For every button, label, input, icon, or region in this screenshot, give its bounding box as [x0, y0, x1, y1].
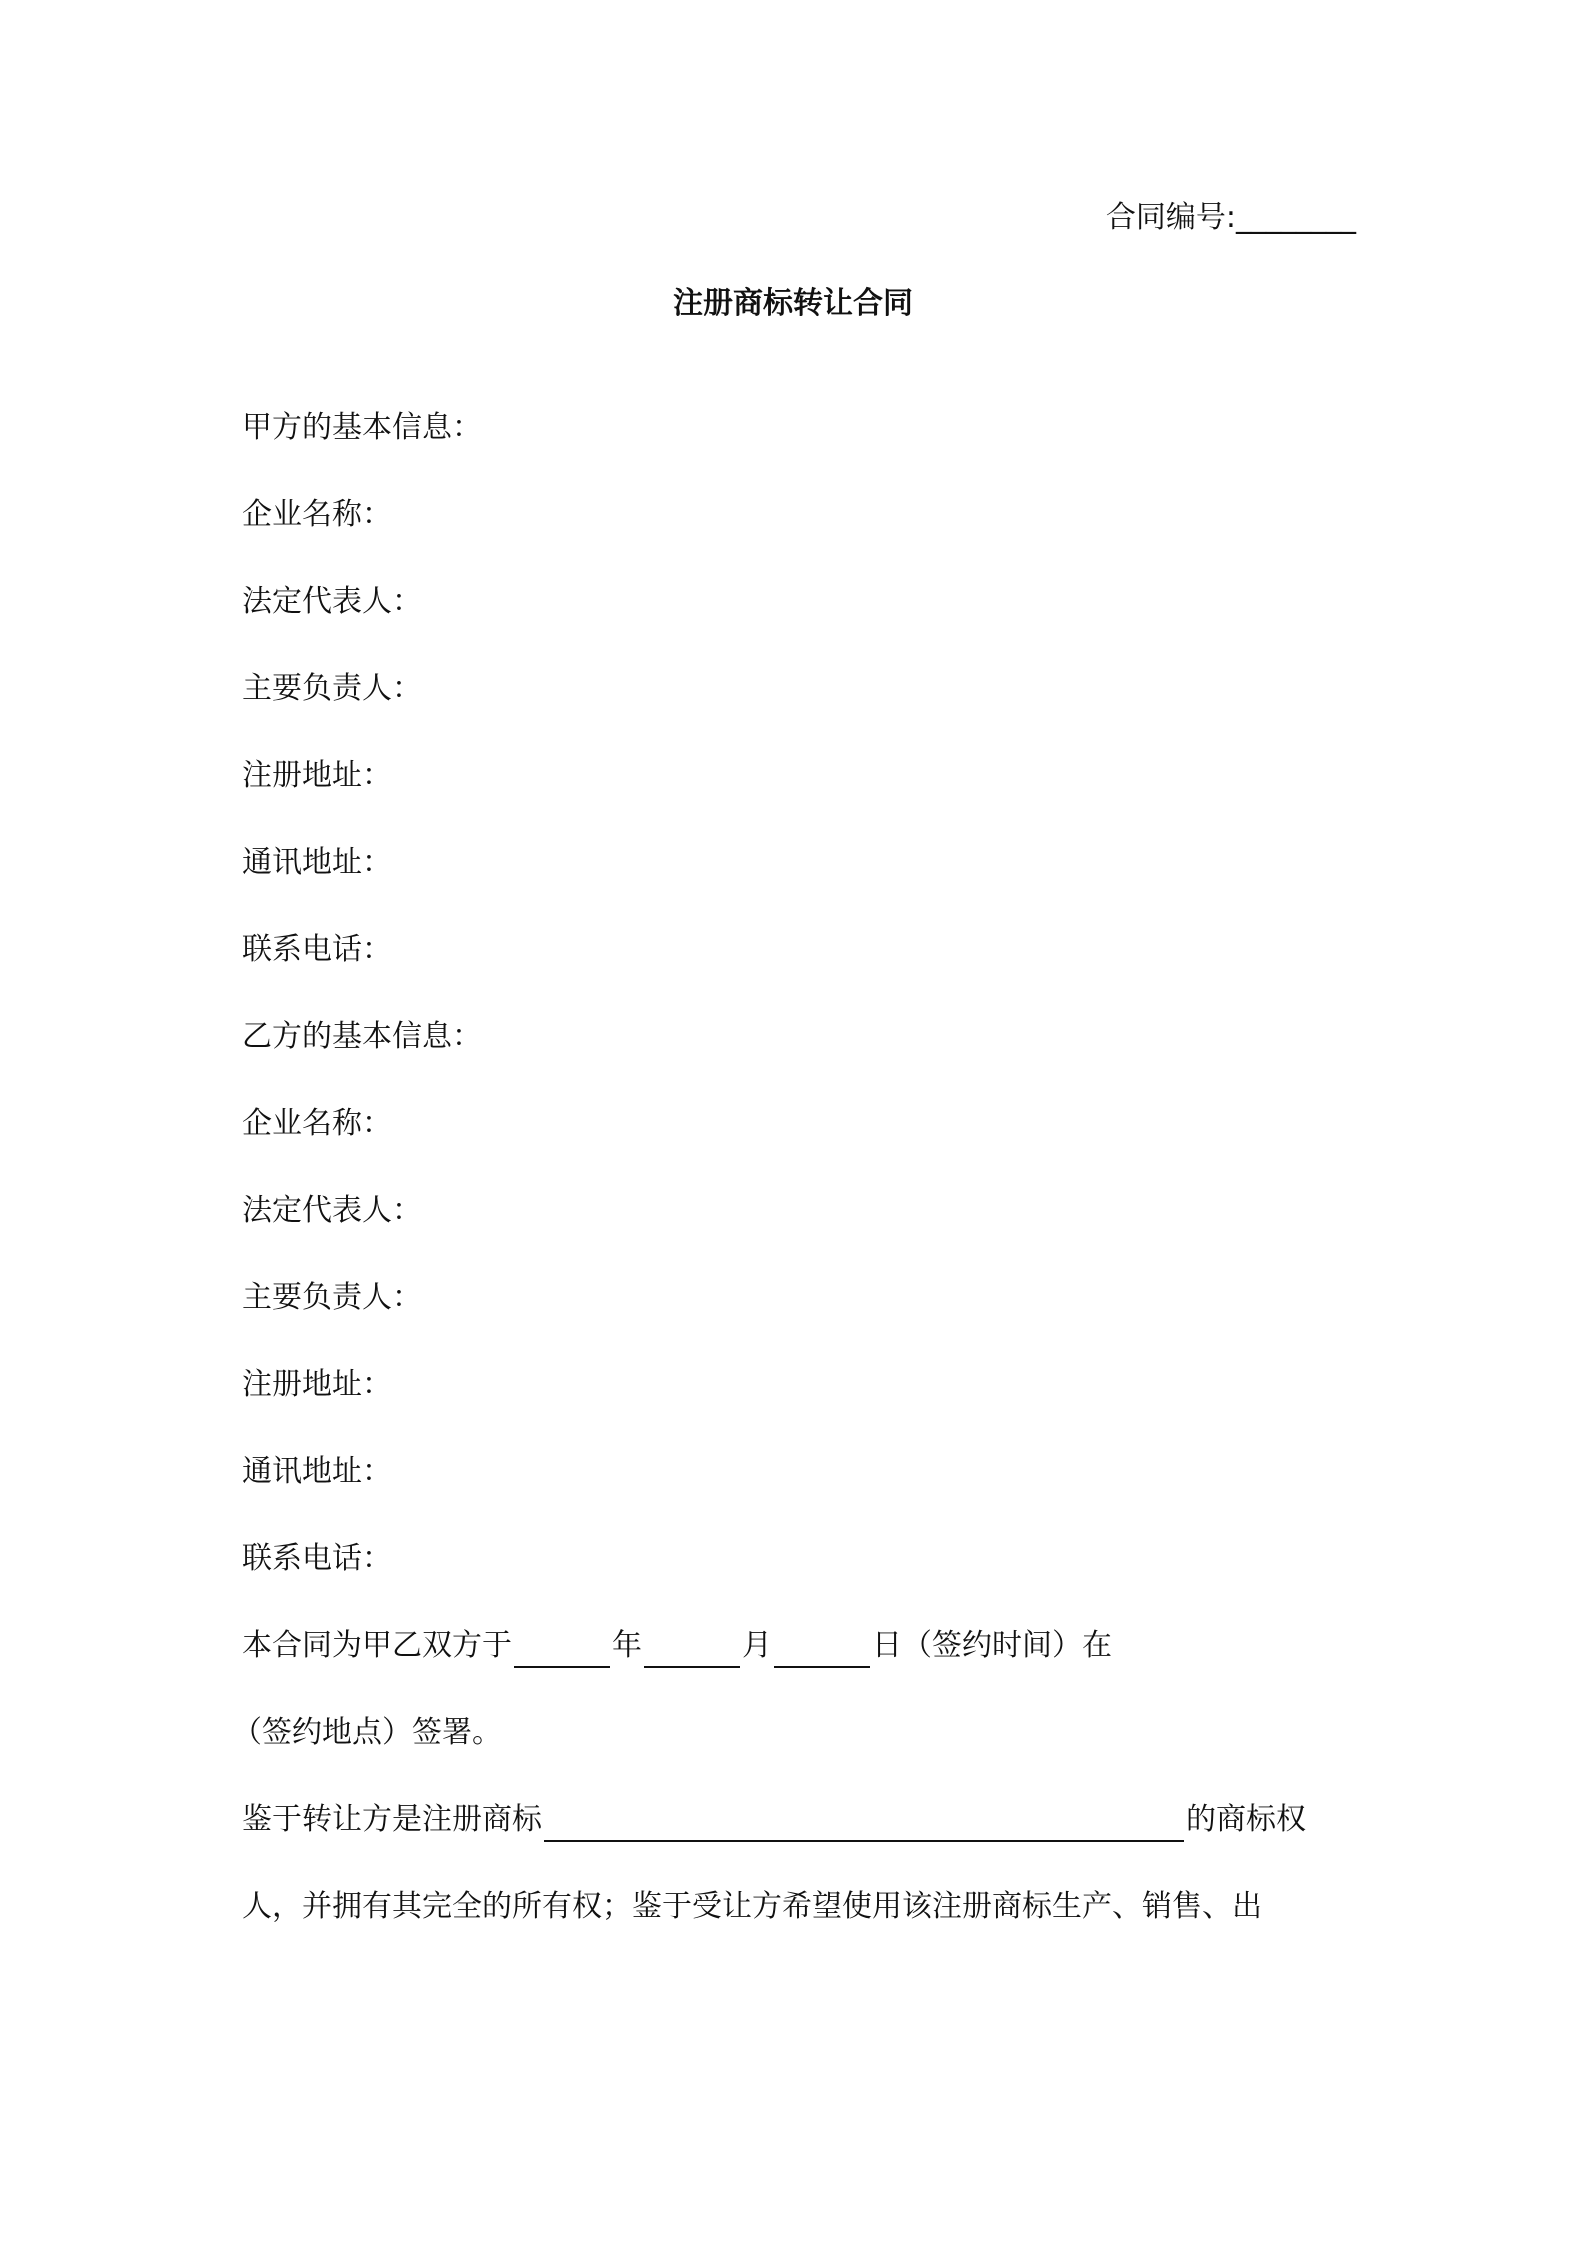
party-a-reg-address-label: 注册地址： [242, 758, 392, 793]
party-a-company-label: 企业名称： [242, 497, 392, 532]
month-label: 月 [742, 1628, 772, 1663]
party-b-heading: 乙方的基本信息： [242, 1019, 482, 1054]
document-title: 注册商标转让合同 [673, 286, 913, 321]
recital-suffix: 的商标权 [1186, 1802, 1306, 1837]
party-b-mail-address-label: 通讯地址： [242, 1454, 392, 1489]
recital-line-2: 人，并拥有其完全的所有权；鉴于受让方希望使用该注册商标生产、销售、出 [242, 1889, 1262, 1924]
party-b-phone-label: 联系电话： [242, 1541, 392, 1576]
year-blank[interactable] [514, 1632, 610, 1668]
signing-suffix: （签约时间）在 [902, 1628, 1112, 1663]
trademark-blank[interactable] [544, 1806, 1184, 1842]
recital-prefix: 鉴于转让方是注册商标 [242, 1802, 542, 1837]
contract-number: 合同编号:________ [1105, 200, 1356, 235]
day-label: 日 [872, 1628, 902, 1663]
party-a-heading: 甲方的基本信息： [242, 410, 482, 445]
party-b-principal-label: 主要负责人： [242, 1280, 422, 1315]
signing-place-line: （签约地点）签署。 [232, 1715, 502, 1750]
party-a-mail-address-label: 通讯地址： [242, 845, 392, 880]
party-b-legal-rep-label: 法定代表人： [242, 1193, 422, 1228]
party-a-phone-label: 联系电话： [242, 932, 392, 967]
party-a-legal-rep-label: 法定代表人： [242, 584, 422, 619]
party-a-principal-label: 主要负责人： [242, 671, 422, 706]
signing-prefix: 本合同为甲乙双方于 [242, 1628, 512, 1663]
signing-date-line [242, 1624, 1112, 1668]
year-label: 年 [612, 1628, 642, 1663]
day-blank[interactable] [774, 1632, 870, 1668]
recital-line-1 [242, 1798, 1306, 1842]
party-b-reg-address-label: 注册地址： [242, 1367, 392, 1402]
month-blank[interactable] [644, 1632, 740, 1668]
party-b-company-label: 企业名称： [242, 1106, 392, 1141]
